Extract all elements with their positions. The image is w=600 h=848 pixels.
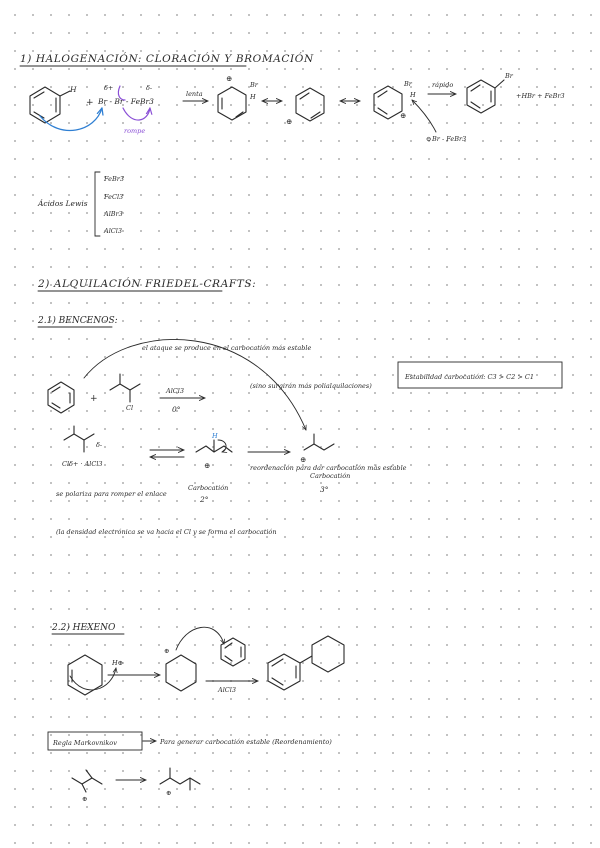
carbocation-2	[188, 432, 232, 504]
rule-text: Para generar carbocatión estable (Reordenamiento)	[160, 738, 332, 746]
br-label: Br	[404, 80, 412, 88]
lewis-item: AlCl3	[104, 227, 122, 235]
lewis-item: AlBr3	[104, 210, 123, 218]
electron-attack-arrow	[40, 108, 102, 130]
note-polarize: se polariza para romper el enlace	[56, 490, 167, 498]
sigma-complex-2	[286, 88, 324, 126]
delta-minus: δ-	[96, 441, 103, 449]
catalyst-label: AlCl3	[166, 387, 184, 395]
temperature: 0°	[172, 405, 181, 414]
section2-title: 2) ALQUILACIÓN FRIEDEL-CRAFTS:	[38, 278, 257, 290]
bond-break-arrow	[123, 108, 150, 120]
br-label: Br	[250, 81, 258, 89]
sigma-complex-3	[374, 80, 416, 120]
alkyl-chloride	[110, 374, 140, 412]
charge-plus: ⊕	[164, 647, 170, 655]
protonation-arrow	[70, 668, 116, 690]
slow-label: lenta	[186, 90, 203, 98]
cl-label: Cl	[126, 404, 134, 412]
arc-note-2: (sino surgirán más polialquilaciones)	[250, 382, 372, 390]
charge-plus: ⊕	[226, 74, 233, 83]
note-density: (la densidad electrónica se va hacia el Cl y se forma el carbocatión	[56, 528, 277, 536]
markovnikov-cation-1	[72, 770, 102, 803]
bromobenzene-product	[467, 72, 514, 113]
charge-plus: ⊕	[400, 111, 407, 120]
rule-label: Regla Markovnikov	[53, 739, 117, 747]
carb2-label: Carbocatión	[188, 484, 229, 492]
carb2-degree: 2°	[200, 495, 209, 504]
delta-minus: δ-	[146, 84, 153, 92]
charge-plus: ⊕	[300, 455, 307, 464]
br-label: Br	[505, 72, 513, 80]
carb3-degree: 3°	[320, 485, 329, 494]
attack-arrow	[176, 627, 224, 650]
complex-label: Clδ+ · AlCl3	[62, 460, 103, 468]
markovnikov-cation-2	[160, 768, 200, 797]
h-plus-label: H⊕	[112, 659, 124, 667]
rearr-label: reordenación para dar carbocatión más estable	[250, 464, 407, 472]
catalyst-label: AlCl3	[218, 686, 236, 694]
fast-label: rápido	[432, 81, 454, 89]
delta-plus: δ+	[104, 84, 114, 92]
minus-charge: ⊖	[426, 135, 432, 143]
h-label: H	[410, 91, 416, 99]
polarized-complex	[62, 426, 103, 468]
lewis-brace	[95, 172, 100, 236]
benzene-reactant	[30, 85, 77, 123]
plus-sign: +	[86, 98, 94, 108]
carb3-label: Carbocatión	[310, 472, 351, 480]
deprotonation-arrow	[412, 100, 436, 132]
section-friedel-crafts	[37, 276, 562, 803]
rompe-label: rompe	[124, 127, 146, 135]
arc-note-1: el ataque se produce en el carbocatión más estable	[142, 344, 312, 352]
lewis-item: FeCl3	[104, 193, 124, 201]
section-halogenation	[20, 51, 565, 236]
h-label: H	[250, 93, 256, 101]
benzene-2	[48, 382, 74, 413]
byproducts: +HBr + FeBr3	[516, 92, 565, 100]
h-label: H	[212, 432, 218, 440]
reagent-bromine: Br - Br - FeBr3	[98, 97, 154, 106]
h-label: H	[70, 85, 77, 94]
sub2-title: 2.2) HEXENO	[52, 623, 116, 633]
sub1-title: 2.1) BENCENOS:	[38, 316, 118, 326]
lewis-item: FeBr3	[104, 175, 125, 183]
charge-plus: ⊕	[204, 461, 211, 470]
cyclohexylbenzene	[268, 636, 344, 690]
lewis-acids	[37, 172, 124, 236]
plus-sign: +	[90, 394, 98, 404]
base-febr: Br - FeBr3	[432, 135, 467, 143]
lewis-label: Ácidos Lewis	[38, 199, 88, 208]
stability-text: Estabilidad carbocatión: C3 > C2 > C1	[405, 373, 534, 381]
charge-plus: ⊕	[166, 789, 172, 797]
section1-title: 1) HALOGENACIÓN: CLORACIÓN Y BROMACIÓN	[20, 53, 314, 65]
benzene-3	[221, 638, 245, 666]
charge-plus: ⊕	[82, 795, 88, 803]
charge-plus: ⊕	[286, 117, 293, 126]
sigma-complex-1	[218, 74, 259, 120]
